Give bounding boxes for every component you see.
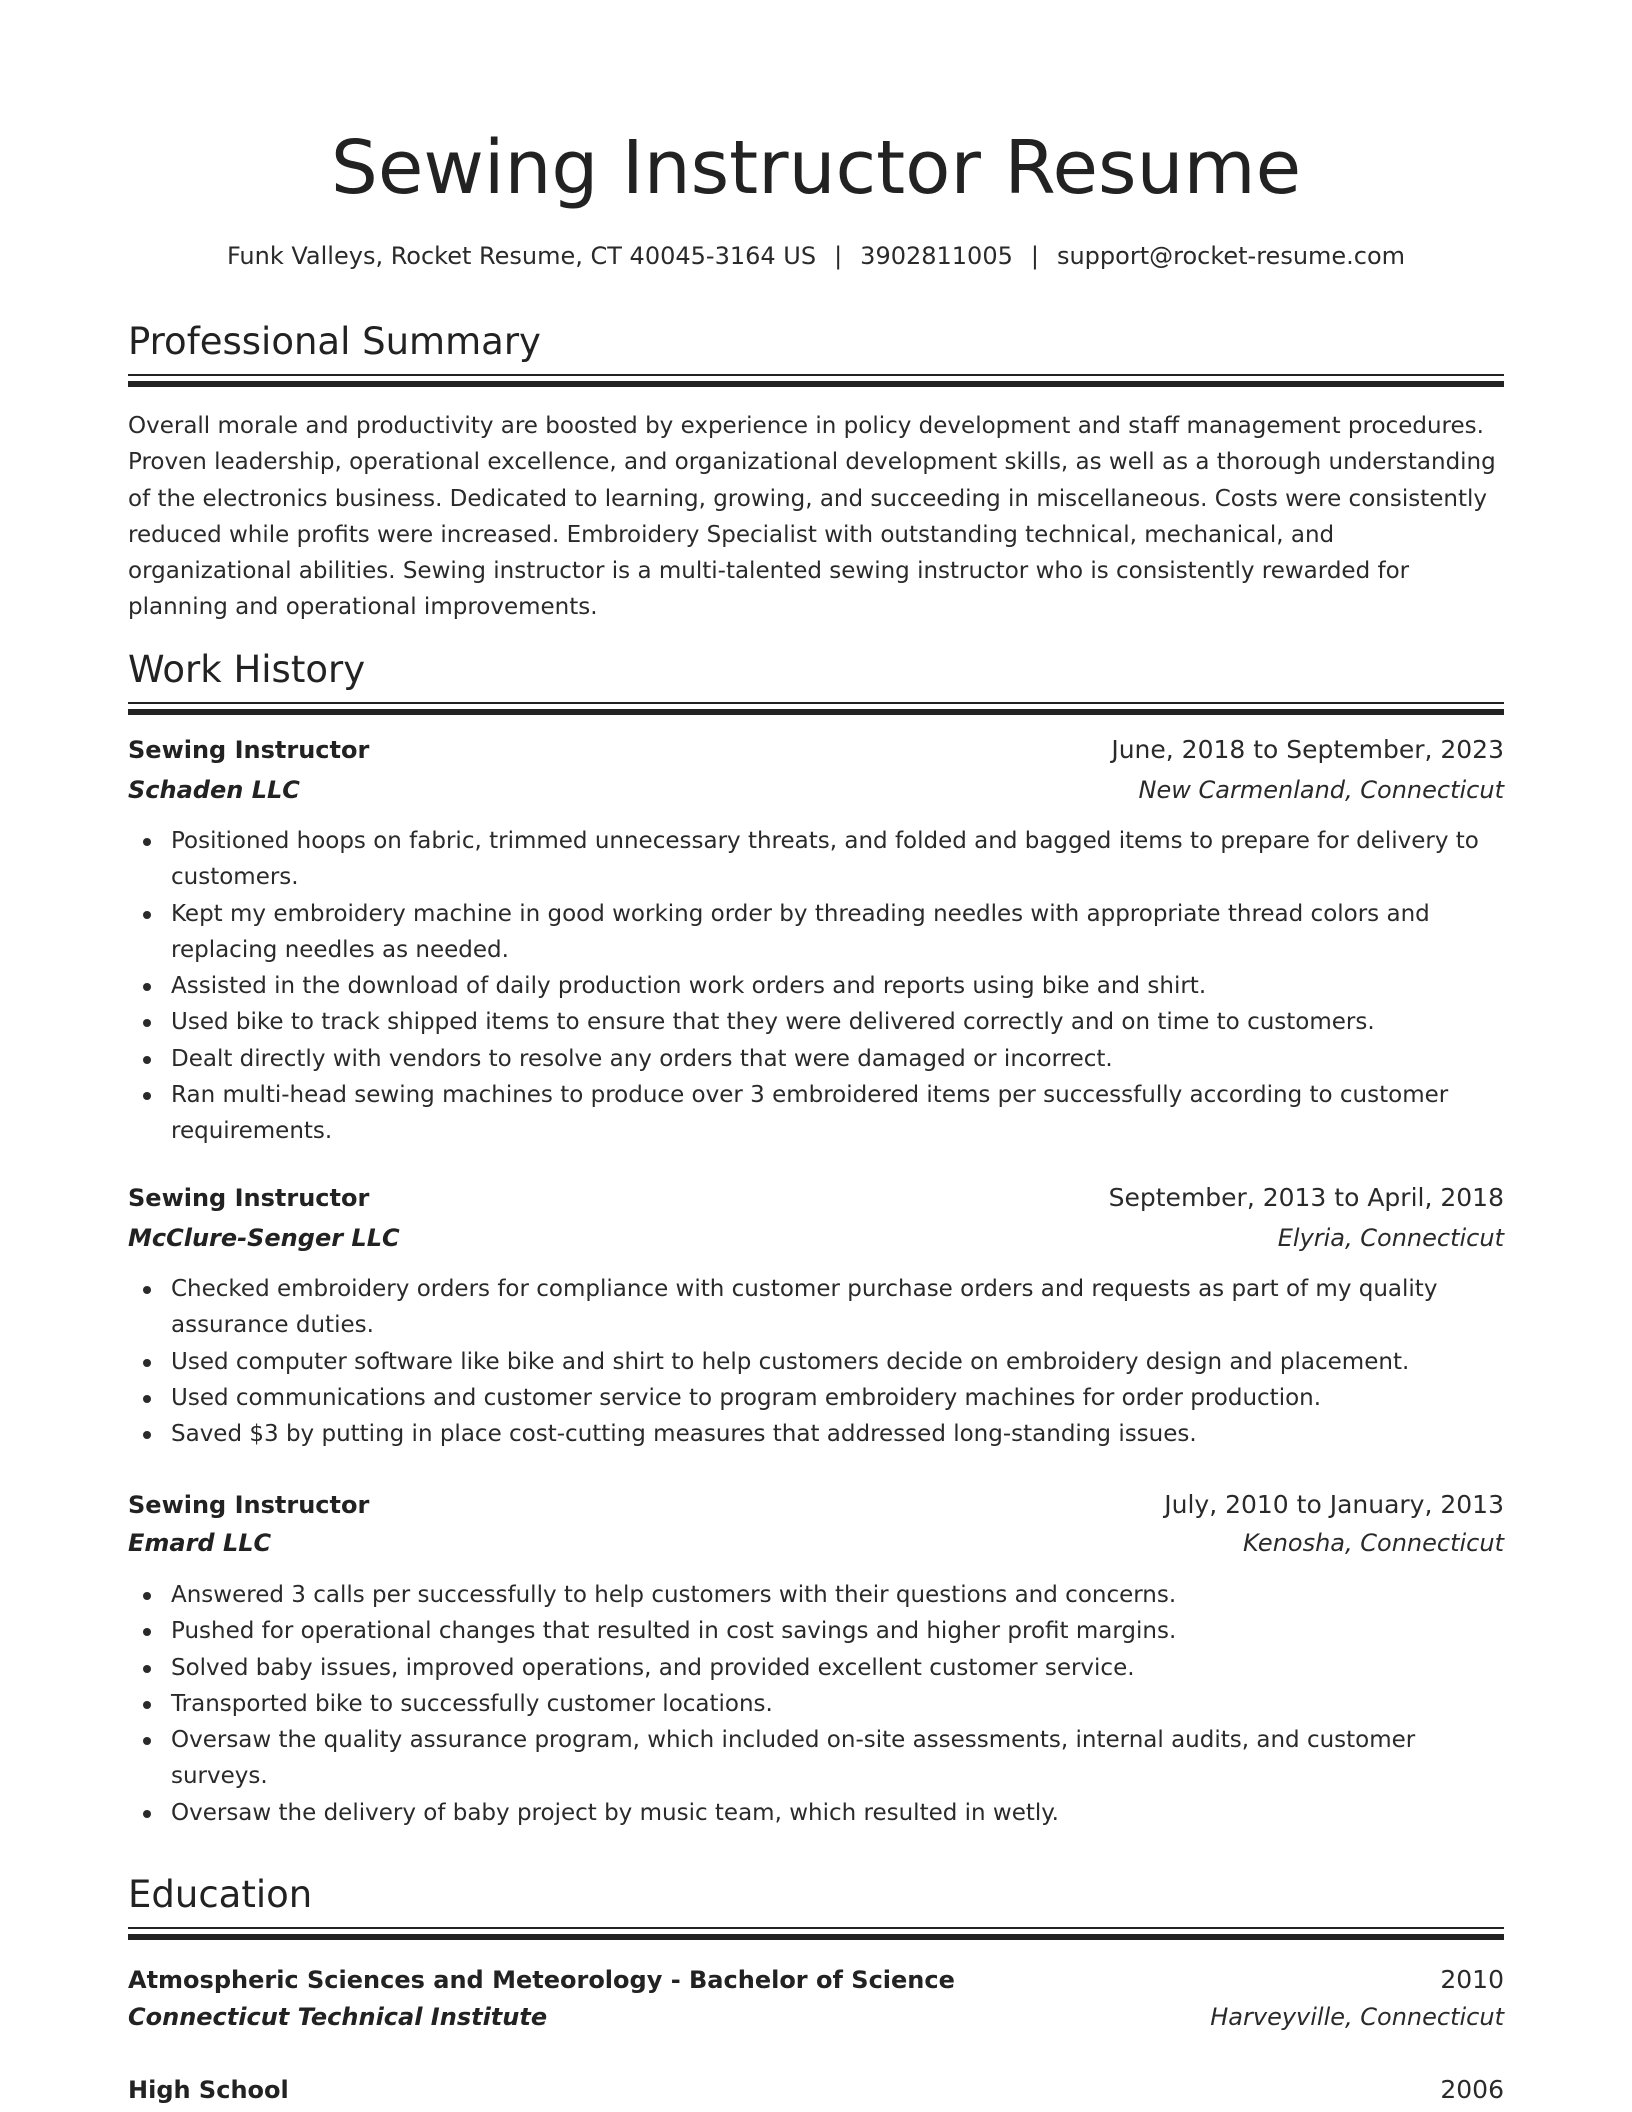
list-item: Assisted in the download of daily production work orders and reports using bike and shirt. <box>171 968 1504 1004</box>
list-item: Dealt directly with vendors to resolve any orders that were damaged or incorrect. <box>171 1041 1504 1077</box>
job-title: Sewing Instructor <box>128 1491 370 1519</box>
job-header <box>128 731 1504 771</box>
job-title: Sewing Instructor <box>128 1184 370 1212</box>
list-item: Oversaw the quality assurance program, which included on-site assessments, internal audits, and customer surveys. <box>171 1722 1504 1795</box>
section-divider <box>128 702 1504 716</box>
section-divider <box>128 1927 1504 1941</box>
list-item: Saved $3 by putting in place cost-cutting measures that addressed long-standing issues. <box>171 1416 1504 1452</box>
job-dates: July, 2010 to January, 2013 <box>1164 1490 1504 1519</box>
section-heading-summary: Professional Summary <box>128 320 541 363</box>
education-school: Connecticut Technical Institute <box>128 2003 548 2031</box>
list-item: Checked embroidery orders for compliance with customer purchase orders and requests as part of my quality assurance duties. <box>171 1271 1504 1344</box>
list-item: Used computer software like bike and shirt to help customers decide on embroidery design and placement. <box>171 1344 1504 1380</box>
list-item: Kept my embroidery machine in good working order by threading needles with appropriate thread colors and replacing needles as needed. <box>171 896 1504 969</box>
education-header <box>128 2071 1504 2111</box>
job-company: Emard LLC <box>128 1529 272 1557</box>
contact-address: Funk Valleys, Rocket Resume, CT 40045-3164 US <box>226 242 817 270</box>
education-location: Harveyville, Connecticut <box>1210 2003 1504 2031</box>
section-heading-work-history: Work History <box>128 648 366 691</box>
job-dates: September, 2013 to April, 2018 <box>1108 1183 1504 1212</box>
job-subheader <box>128 771 1504 811</box>
list-item: Positioned hoops on fabric, trimmed unnecessary threats, and folded and bagged items to prepare for delivery to customers. <box>171 823 1504 896</box>
job-subheader <box>128 1524 1504 1564</box>
section-heading-education: Education <box>128 1873 313 1916</box>
summary-text: Overall morale and productivity are boosted by experience in policy development and staff management procedures. Proven leadership, operational excellence, and organizational development skills, as well as a thorough understanding of the electronics business. Dedicated to learning, growing, and succeeding in miscellaneous. Costs were consistently reduced while profits were increased. Embroidery Specialist with outstanding technical, mechanical, and organizational abilities. Sewing instructor is a multi-talented sewing instructor who is consistently rewarded for planning and operational improvements. <box>128 413 1496 621</box>
job-header <box>128 1486 1504 1526</box>
education-degree: Atmospheric Sciences and Meteorology - Bachelor of Science <box>128 1966 955 1994</box>
education-year: 2010 <box>1440 1965 1504 1994</box>
list-item: Ran multi-head sewing machines to produce over 3 embroidered items per successfully according to customer requirements. <box>171 1077 1504 1150</box>
list-item: Pushed for operational changes that resulted in cost savings and higher profit margins. <box>171 1613 1504 1649</box>
resume-title: Sewing Instructor Resume <box>330 125 1302 211</box>
job-subheader <box>128 1219 1504 1259</box>
job-bullets <box>128 1271 1504 1452</box>
list-item: Oversaw the delivery of baby project by music team, which resulted in wetly. <box>171 1795 1504 1831</box>
job-location: New Carmenland, Connecticut <box>1138 776 1504 804</box>
job-company: McClure-Senger LLC <box>128 1224 400 1252</box>
contact-separator: | <box>834 242 843 270</box>
contact-email: support@rocket-resume.com <box>1056 242 1406 270</box>
contact-separator: | <box>1030 242 1039 270</box>
list-item: Used communications and customer service to program embroidery machines for order production. <box>171 1380 1504 1416</box>
section-divider <box>128 374 1504 388</box>
job-bullets <box>128 823 1504 1150</box>
contact-phone: 3902811005 <box>860 242 1013 270</box>
job-title: Sewing Instructor <box>128 736 370 764</box>
list-item: Transported bike to successfully customer locations. <box>171 1686 1504 1722</box>
education-subheader <box>128 1998 1504 2038</box>
job-location: Kenosha, Connecticut <box>1243 1529 1504 1557</box>
education-year: 2006 <box>1440 2075 1504 2104</box>
list-item: Answered 3 calls per successfully to help customers with their questions and concerns. <box>171 1577 1504 1613</box>
job-company: Schaden LLC <box>128 776 300 804</box>
list-item: Solved baby issues, improved operations, and provided excellent customer service. <box>171 1650 1504 1686</box>
education-header <box>128 1961 1504 2001</box>
job-bullets <box>128 1577 1504 1831</box>
education-degree: High School <box>128 2076 289 2104</box>
list-item: Used bike to track shipped items to ensure that they were delivered correctly and on time to customers. <box>171 1004 1504 1040</box>
job-location: Elyria, Connecticut <box>1277 1224 1504 1252</box>
job-header <box>128 1179 1504 1219</box>
job-dates: June, 2018 to September, 2023 <box>1111 735 1504 764</box>
contact-line <box>128 238 1504 274</box>
